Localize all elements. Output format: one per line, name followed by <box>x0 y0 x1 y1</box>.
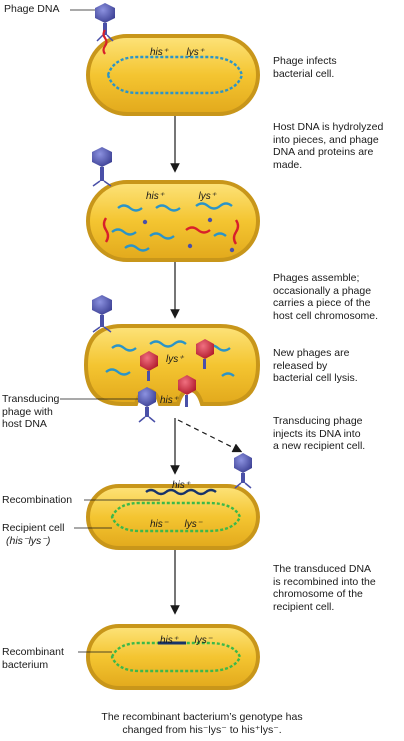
gene-his-plus: his⁺ <box>150 47 169 58</box>
cell-lysis <box>86 326 258 404</box>
phage-empty <box>92 147 112 186</box>
gene-label-cell2 <box>146 186 216 204</box>
callout-transducing-phage: Transducing phage with host DNA <box>2 393 60 430</box>
step-4-text: New phages are released by bacterial cell lysis. <box>273 347 358 384</box>
gene-label-cell4-recipient <box>150 514 202 532</box>
callout-recipient-cell: Recipient cell <box>2 522 65 534</box>
transducing-phage <box>138 387 156 422</box>
gene-lys-minus: lys⁻ <box>194 635 213 646</box>
callout-recombination: Recombination <box>2 494 73 506</box>
footer-line-2: changed from his⁻lys⁻ to his⁺lys⁻. <box>122 724 282 736</box>
dashed-path-arrow <box>178 420 238 450</box>
step-5-text: Transducing phage injects its DNA into a new recipient cell. <box>273 415 366 452</box>
step-1-text: Phage infects bacterial cell. <box>273 55 337 80</box>
gene-his-plus: his⁺ <box>146 191 165 202</box>
callout-recombinant-bacterium: Recombinant bacterium <box>2 646 64 671</box>
footer-caption <box>0 711 404 737</box>
callout-recipient-genotype: (his⁻lys⁻) <box>6 535 51 547</box>
gene-lys-plus: lys⁺ <box>198 191 217 202</box>
injecting-phage <box>234 453 252 488</box>
released-phage <box>178 375 196 407</box>
step-3-text: Phages assemble; occasionally a phage carries a piece of the host cell chromosome. <box>273 272 379 322</box>
gene-his-plus: his⁺ <box>160 635 179 646</box>
gene-his-plus-transducing: his⁺ <box>160 395 179 406</box>
gene-his-minus: his⁻ <box>150 519 169 530</box>
step-2-text: Host DNA is hydrolyzed into pieces, and phage DNA and proteins are made. <box>273 121 384 171</box>
gene-lys-minus: lys⁻ <box>184 519 203 530</box>
gene-label-cell5 <box>160 630 212 648</box>
gene-his-plus-cell4: his⁺ <box>172 480 191 491</box>
callout-phage-dna: Phage DNA <box>4 3 60 15</box>
step-6-text: The transduced DNA is recombined into the chromosome of the recipient cell. <box>273 563 376 613</box>
gene-label-cell1 <box>150 42 204 60</box>
footer-line-1: The recombinant bacterium’s genotype has <box>101 711 303 723</box>
gene-lys-plus: lys⁺ <box>186 47 205 58</box>
gene-lys-plus-cell3: lys⁺ <box>166 354 184 365</box>
